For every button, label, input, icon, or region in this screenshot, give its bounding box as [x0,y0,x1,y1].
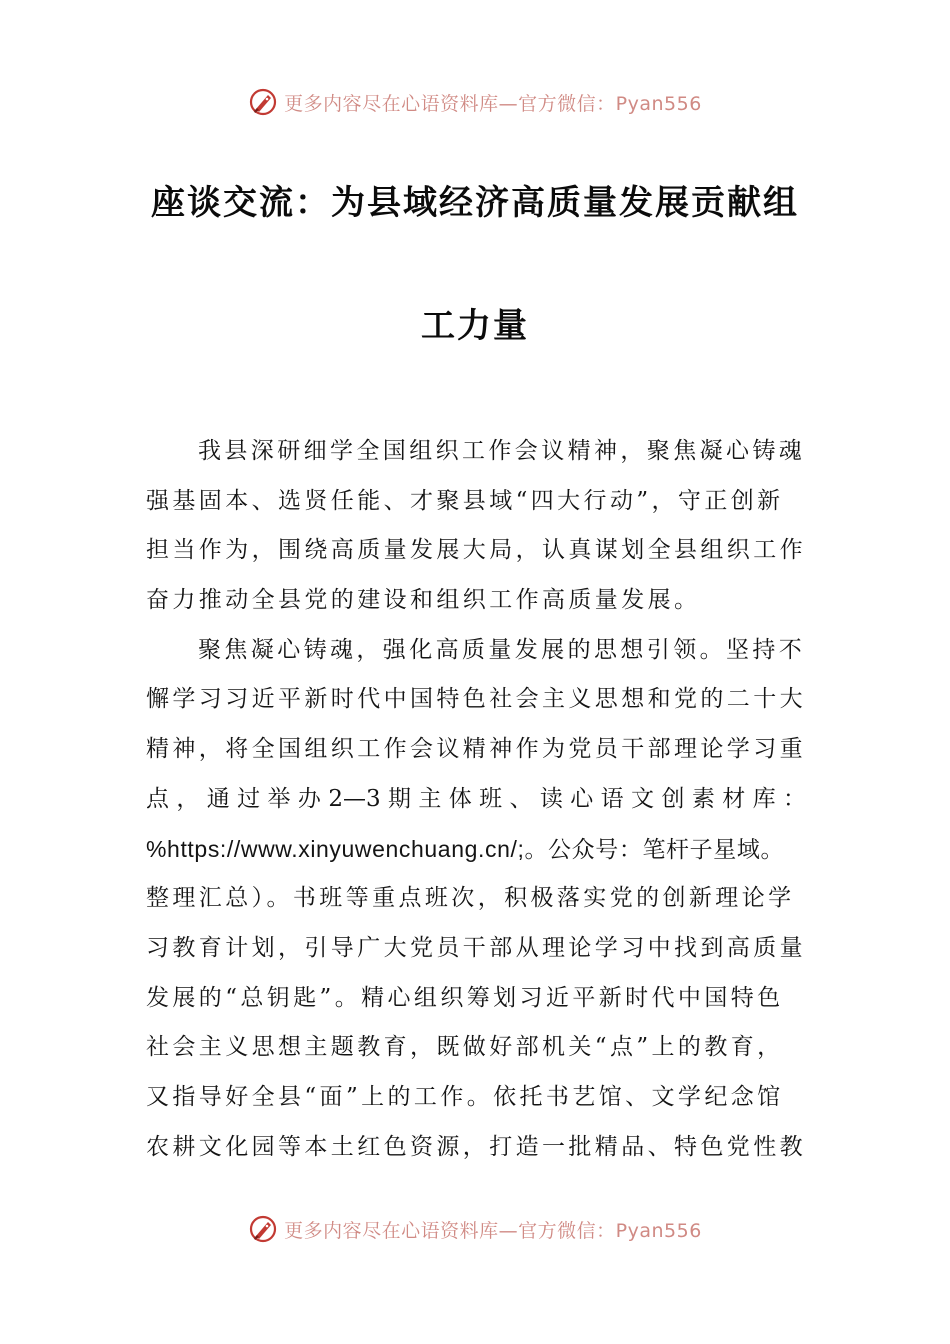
body-line: 强基固本、选贤任能、才聚县域“四大行动”，守正创新 [146,487,784,514]
body-line: 点，通过举办2—3期主体班、读心语文创素材库： [146,785,806,812]
pen-nib-logo-icon [248,87,278,117]
body-line: 奋力推动全县党的建设和组织工作高质量发展。 [146,587,701,614]
footer-watermark [0,1209,950,1249]
document-body [146,427,806,1172]
body-line-url: %https://www.xinyuwenchuang.cn/;。公众号：笔杆子星域。 [146,835,785,862]
body-line: 聚焦凝心铸魂，强化高质量发展的思想引领。坚持不 [198,636,806,663]
body-line: 习教育计划，引导广大党员干部从理论学习中找到高质量 [146,934,806,961]
body-line: 又指导好全县“面”上的工作。依托书艺馆、文学纪念馆 [146,1083,784,1110]
body-line: 社会主义思想主题教育，既做好部机关“点”上的教育， [146,1034,784,1061]
body-line: 发展的“总钥匙”。精心组织筹划习近平新时代中国特色 [146,984,784,1011]
watermark-text: 更多内容尽在心语资料库—官方微信：Pyan556 [284,92,702,115]
body-line: 整理汇总）。书班等重点班次，积极落实党的创新理论学 [146,885,795,912]
header-watermark [0,82,950,122]
body-line: 精神，将全国组织工作会议精神作为党员干部理论学习重 [146,736,806,763]
document-title-line-2: 工力量 [421,306,529,346]
body-line: 担当作为，围绕高质量发展大局，认真谋划全县组织工作 [146,537,806,564]
body-line: 我县深研细学全国组织工作会议精神，聚焦凝心铸魂 [198,438,806,464]
watermark-text: 更多内容尽在心语资料库—官方微信：Pyan556 [284,1219,702,1242]
document-title-line-1: 座谈交流：为县域经济高质量发展贡献组 [151,183,799,223]
body-line: 农耕文化园等本土红色资源，打造一批精品、特色党性教 [146,1133,806,1160]
body-line: 懈学习习近平新时代中国特色社会主义思想和党的二十大 [146,686,806,713]
pen-nib-logo-icon [248,1214,278,1244]
